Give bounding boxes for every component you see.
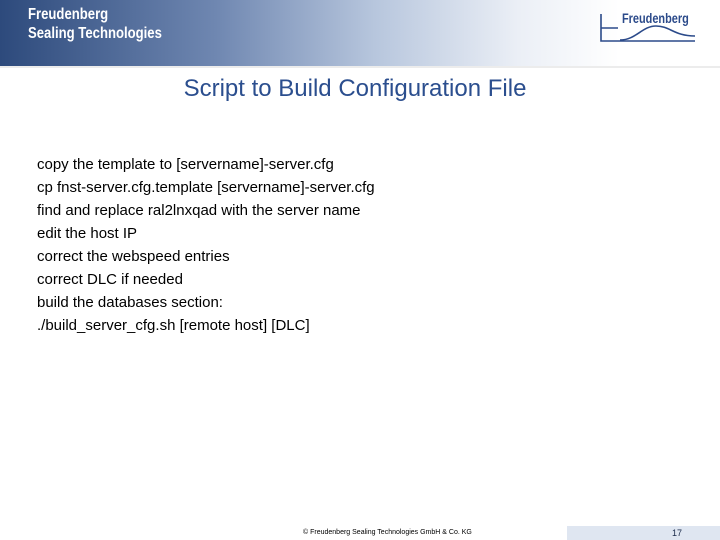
logo-wordmark: Freudenberg xyxy=(622,10,689,26)
content-line: cp fnst-server.cfg.template [servername]-server.cfg xyxy=(37,179,375,196)
footer-copyright: © Freudenberg Sealing Technologies GmbH & Co. KG xyxy=(303,529,472,536)
content-line: find and replace ral2lnxqad with the server name xyxy=(37,202,361,219)
content-line: ./build_server_cfg.sh [remote host] [DLC] xyxy=(37,317,310,334)
content-line: copy the template to [servername]-server.cfg xyxy=(37,156,334,173)
content-line: correct the webspeed entries xyxy=(37,248,230,265)
freudenberg-logo xyxy=(598,10,698,44)
company-name-line1: Freudenberg xyxy=(28,6,109,23)
page-title: Script to Build Configuration File xyxy=(183,75,527,102)
slide-content xyxy=(37,153,375,337)
content-line: edit the host IP xyxy=(37,225,138,242)
page-number: 17 xyxy=(671,528,682,538)
company-name xyxy=(28,5,162,43)
content-line: build the databases section: xyxy=(37,294,223,311)
company-name-line2: Sealing Technologies xyxy=(28,25,162,42)
header-divider xyxy=(0,66,720,68)
content-line: correct DLC if needed xyxy=(37,271,183,288)
page-number-bar xyxy=(567,526,720,540)
